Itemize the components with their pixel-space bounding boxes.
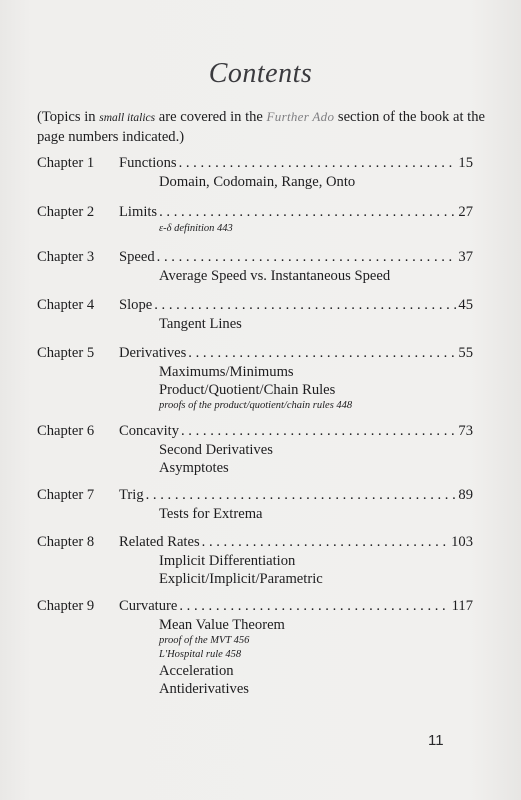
chapter-label: Chapter 3 <box>37 249 95 265</box>
chapter-page-number: 117 <box>451 598 473 614</box>
chapter-title: Curvature <box>119 598 178 614</box>
chapter-page-number: 55 <box>458 345 473 361</box>
subtopic: Second Derivatives <box>159 442 273 458</box>
chapter-page-number: 15 <box>458 155 473 171</box>
page-title: Contents <box>208 58 313 89</box>
dot-leader <box>181 422 456 441</box>
chapter-page-number: 73 <box>458 423 473 439</box>
page-number: 11 <box>428 732 444 749</box>
toc-entry-chapter-2 <box>37 203 473 236</box>
subtopic: Tests for Extrema <box>159 506 263 522</box>
intro-further-ado: Further Ado <box>266 109 335 124</box>
chapter-label: Chapter 8 <box>37 534 95 550</box>
chapter-title: Concavity <box>119 423 179 439</box>
subtopic: Mean Value Theorem <box>159 617 285 633</box>
chapter-label: Chapter 7 <box>37 487 95 503</box>
chapter-page-number: 37 <box>458 249 473 265</box>
chapter-title: Trig <box>119 487 144 503</box>
toc-entry-chapter-4 <box>37 296 473 333</box>
toc-entry-chapter-6 <box>37 422 473 477</box>
chapter-label: Chapter 2 <box>37 204 95 220</box>
subtopic: Asymptotes <box>159 460 229 476</box>
subtopic: Antiderivatives <box>159 681 249 697</box>
subtopic: Maximums/Minimums <box>159 364 294 380</box>
subtopic: Average Speed vs. Instantaneous Speed <box>159 268 391 284</box>
intro-text-2: are covered in the <box>155 109 267 125</box>
chapter-title: Slope <box>119 297 153 313</box>
dot-leader <box>202 533 449 552</box>
toc-entry-chapter-1 <box>37 154 473 191</box>
subtopic: Acceleration <box>159 663 234 679</box>
subtopic-further-ado: proofs of the product/quotient/chain rules 448 <box>159 400 353 411</box>
subtopic: Domain, Codomain, Range, Onto <box>159 174 356 190</box>
chapter-label: Chapter 6 <box>37 423 95 439</box>
chapter-page-number: 103 <box>451 534 473 550</box>
chapter-title: Speed <box>119 249 155 265</box>
subtopic: Explicit/Implicit/Parametric <box>159 571 323 587</box>
toc-entry-chapter-7 <box>37 486 473 523</box>
subtopic: Tangent Lines <box>159 316 242 332</box>
chapter-title: Related Rates <box>119 534 200 550</box>
dot-leader <box>146 486 457 505</box>
dot-leader <box>154 296 456 315</box>
subtopic: Product/Quotient/Chain Rules <box>159 382 336 398</box>
intro-text-1: (Topics in <box>37 109 100 125</box>
toc-entry-chapter-8 <box>37 533 473 588</box>
chapter-page-number: 89 <box>458 487 473 503</box>
chapter-title: Functions <box>119 155 177 171</box>
chapter-label: Chapter 9 <box>37 598 95 614</box>
toc-entry-chapter-3 <box>37 248 473 285</box>
subtopic-further-ado: proof of the MVT 456 <box>159 635 250 646</box>
subtopic-further-ado: L'Hospital rule 458 <box>159 649 242 660</box>
chapter-label: Chapter 5 <box>37 345 95 361</box>
dot-leader <box>157 248 457 267</box>
subtopic: Implicit Differentiation <box>159 553 296 569</box>
toc-entry-chapter-5 <box>37 344 473 413</box>
chapter-page-number: 45 <box>458 297 473 313</box>
intro-small-italics: small italics <box>99 112 156 124</box>
intro-text-3: section of the book at the page numbers indicated.) <box>37 109 486 145</box>
dot-leader <box>159 203 456 222</box>
chapter-title: Limits <box>119 204 158 220</box>
dot-leader <box>179 154 457 173</box>
chapter-page-number: 27 <box>458 204 473 220</box>
dot-leader <box>188 344 456 363</box>
subtopic-further-ado: ε-δ definition 443 <box>159 223 233 234</box>
toc-entry-chapter-9 <box>37 597 473 698</box>
chapter-title: Derivatives <box>119 345 187 361</box>
chapter-label: Chapter 1 <box>37 155 95 171</box>
intro-note <box>37 107 487 147</box>
dot-leader <box>179 597 449 616</box>
chapter-label: Chapter 4 <box>37 297 95 313</box>
